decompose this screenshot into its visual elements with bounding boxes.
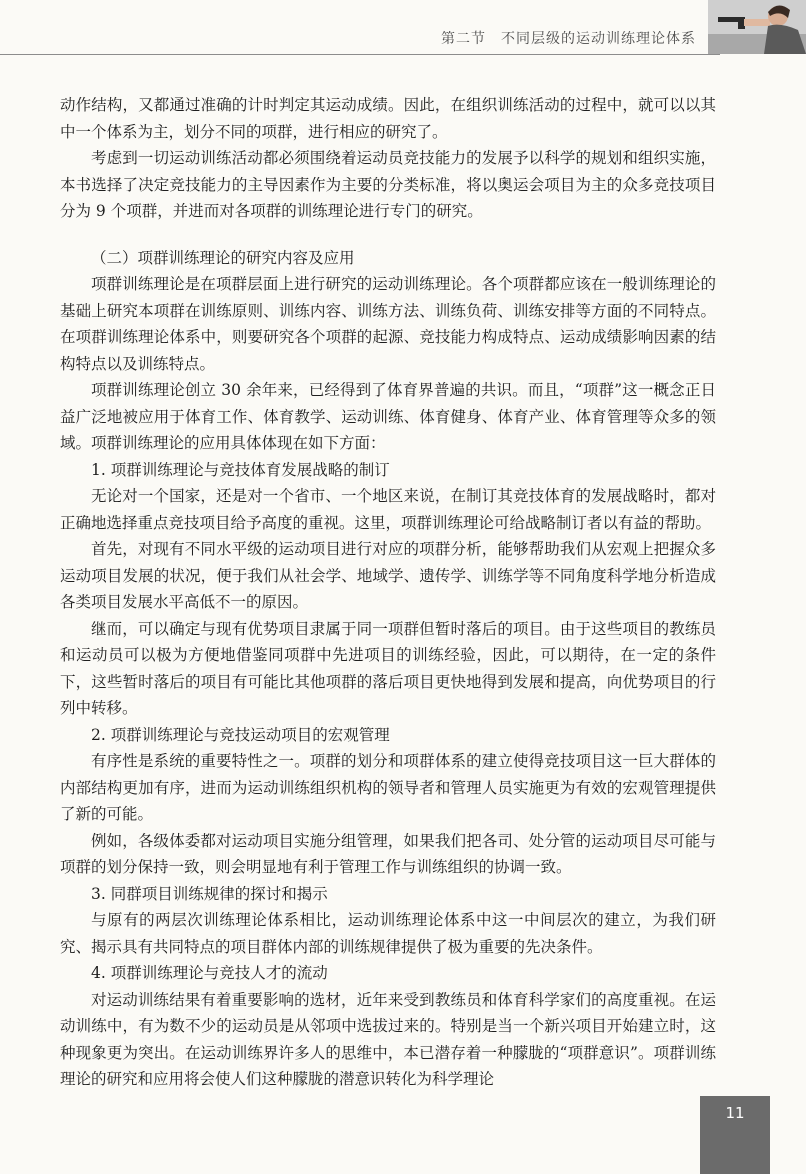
- subheading: 1. 项群训练理论与竞技体育发展战略的制订: [91, 460, 390, 479]
- paragraph: 考虑到一切运动训练活动都必须围绕着运动员竞技能力的发展予以科学的规划和组织实施，本书选择了决定竞技能力的主导因素作为主要的分类标准，将以奥运会项目为主的众多竞技项目分为 9 个项群，并进而对各项群的训练理论进行专门的研究。: [60, 149, 716, 220]
- page-body: [60, 92, 716, 1093]
- subheading: 4. 项群训练理论与竞技人才的流动: [91, 964, 328, 982]
- paragraph: 无论对一个国家，还是对一个省市、一个地区来说，在制订其竞技体育的发展战略时，都对正确地选择重点竞技项目给予高度的重视。这里，项群训练理论可给战略制订者以有益的帮助。: [60, 487, 716, 532]
- paragraph: 首先，对现有不同水平级的运动项目进行对应的项群分析，能够帮助我们从宏观上把握众多运动项目发展的状况，便于我们从社会学、地域学、遗传学、训练学等不同角度科学地分析造成各类项目发展水平高低不一的原因。: [60, 540, 716, 611]
- paragraph: 有序性是系统的重要特性之一。项群的划分和项群体系的建立使得竞技项目这一巨大群体的内部结构更加有序，进而为运动训练组织机构的领导者和管理人员实施更为有效的宏观管理提供了新的可能。: [60, 752, 716, 823]
- paragraph: 与原有的两层次训练理论体系相比，运动训练理论体系中这一中间层次的建立，为我们研究、揭示具有共同特点的项目群体内部的训练规律提供了极为重要的先决条件。: [60, 911, 716, 956]
- paragraph: 项群训练理论创立 30 余年来，已经得到了体育界普遍的共识。而且，“项群”这一概念正日益广泛地被应用于体育工作、体育教学、运动训练、体育健身、体育产业、体育管理等众多的领域。项群训练理论的应用具体体现在如下方面：: [60, 381, 716, 452]
- paragraph-continuation: 动作结构，又都通过准确的计时判定其运动成绩。因此，在组织训练活动的过程中，就可以以其中一个体系为主，划分不同的项群，进行相应的研究了。: [60, 96, 716, 141]
- section-heading: （二）项群训练理论的研究内容及应用: [91, 248, 355, 267]
- running-header-title: 第二节 不同层级的运动训练理论体系: [441, 31, 696, 47]
- page-number-tab: [700, 1096, 770, 1174]
- paragraph: 例如，各级体委都对运动项目实施分组管理，如果我们把各司、处分管的运动项目尽可能与项群的划分保持一致，则会明显地有利于管理工作与训练组织的协调一致。: [60, 831, 716, 876]
- paragraph: 对运动训练结果有着重要影响的选材，近年来受到教练员和体育科学家们的高度重视。在运动训练中，有为数不少的运动员是从邻项中选拔过来的。特别是当一个新兴项目开始建立时，这种现象更为突出。在运动训练界许多人的思维中，本已潜存着一种朦胧的“项群意识”。项群训练理论的研究和应用将会使人们这种朦胧的潜意识转化为科学理论: [60, 990, 716, 1088]
- subheading: 2. 项群训练理论与竞技运动项目的宏观管理: [91, 725, 390, 744]
- page-number: 11: [725, 1104, 745, 1122]
- running-header: [0, 0, 806, 56]
- paragraph: 项群训练理论是在项群层面上进行研究的运动训练理论。各个项群都应该在一般训练理论的基础上研究本项群在训练原则、训练内容、训练方法、训练负荷、训练安排等方面的不同特点。在项群训练理论体系中，则要研究各个项群的起源、竞技能力构成特点、运动成绩影响因素的结构特点以及训练特点。: [60, 275, 716, 373]
- subheading: 3. 同群项目训练规律的探讨和揭示: [91, 884, 328, 903]
- header-photo-shooter: [708, 0, 806, 54]
- paragraph: 继而，可以确定与现有优势项目隶属于同一项群但暂时落后的项目。由于这些项目的教练员和运动员可以极为方便地借鉴同项群中先进项目的训练经验，因此，可以期待，在一定的条件下，这些暂时落后的项目有可能比其他项群的落后项目更快地得到发展和提高，向优势项目的行列中转移。: [60, 619, 716, 717]
- header-rule: [0, 54, 720, 55]
